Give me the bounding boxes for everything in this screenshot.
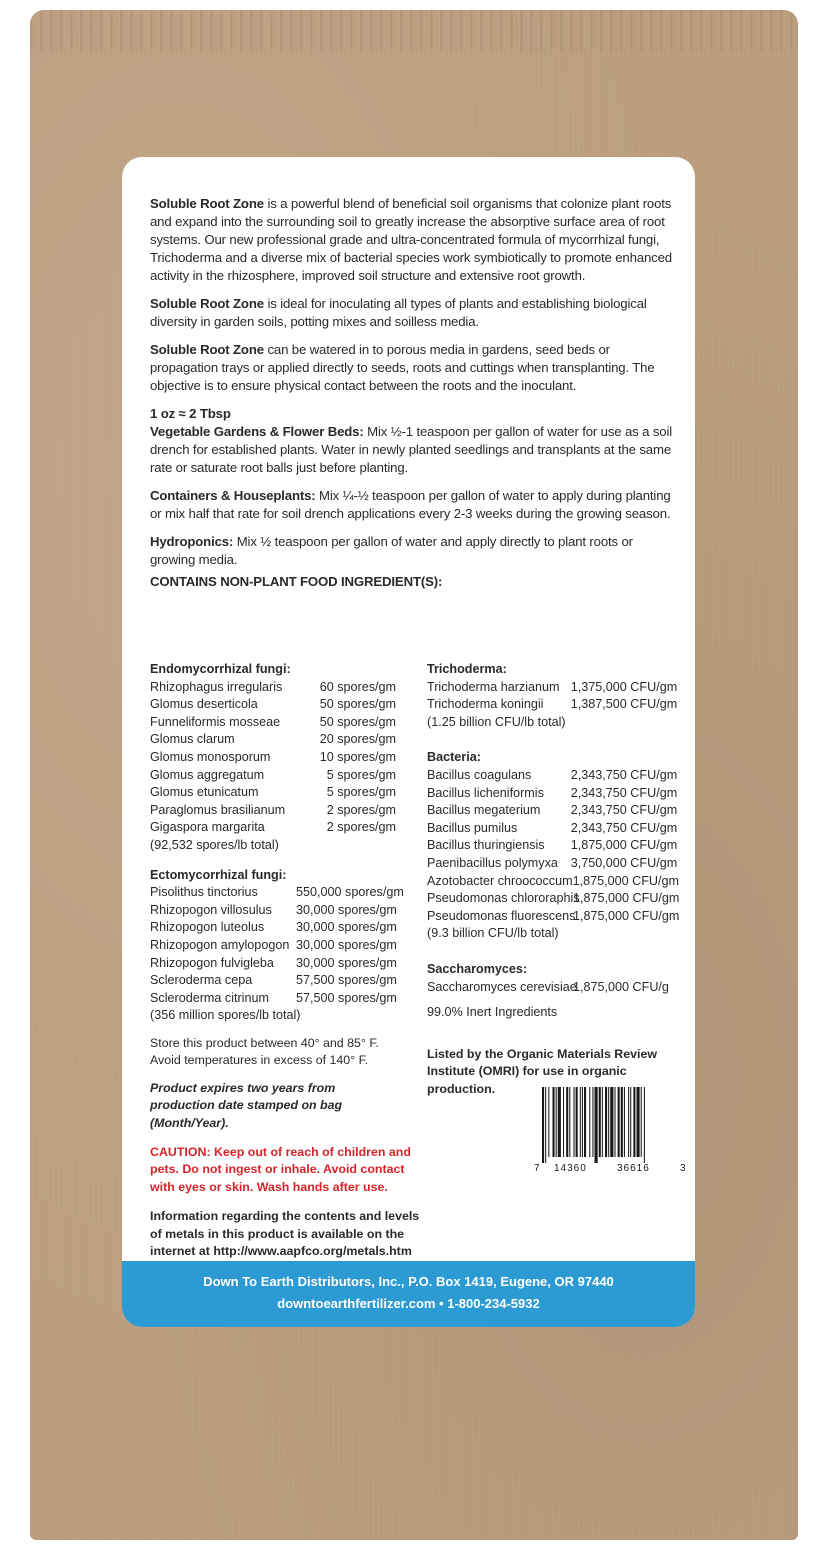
brand-name: Soluble Root Zone xyxy=(150,196,264,211)
barcode-bar xyxy=(574,1087,575,1157)
intro-paragraph-2: Soluble Root Zone is ideal for inoculating all types of plants and establishing biological diversity in garden soils, potting mixes and soilless media. xyxy=(150,296,647,329)
barcode-bar xyxy=(628,1087,629,1157)
barcode-bar xyxy=(558,1087,561,1157)
intro-paragraph-3: Soluble Root Zone can be watered in to porous media in gardens, seed beds or propagation trays or applied directly to seeds, roots and cuttings when transplanting. The objective is to ensure physical contact between the roots and the inoculant. xyxy=(150,342,655,393)
metals-info: Information regarding the contents and levels of metals in this product is available on the internet at http://www.aapfco.org/metals.htm xyxy=(150,1209,420,1258)
ingredient-row: Pseudomonas fluorescens 1,875,000 CFU/gm xyxy=(427,908,680,923)
barcode-bar xyxy=(545,1087,546,1163)
ingredient-row: Bacillus megaterium 2,343,750 CFU/gm xyxy=(427,803,678,818)
barcode-bar xyxy=(553,1087,555,1157)
barcode-bar xyxy=(602,1087,603,1157)
ingredient-row: Scleroderma cepa 57,500 spores/gm xyxy=(150,973,397,988)
label-text xyxy=(150,195,678,591)
barcode-bar xyxy=(621,1087,623,1157)
ingredient-row: Trichoderma harzianum 1,375,000 CFU/gm xyxy=(427,679,678,694)
barcode-bar xyxy=(576,1087,578,1157)
barcode-digits-3: 36616 xyxy=(617,1163,650,1174)
intro-paragraph-1: Soluble Root Zone is a powerful blend of beneficial soil organisms that colonize plant roots and expand into the surrounding soil to greatly increase the absorptive surface area of root systems. Our new professional grade and ultra-concentrated formula of mycorrhizal fungi, Trichoderma and a diverse mix of bacterial species work symbiotically to promote enhanced activity in the rhizosphere, improved soil structure and extensive root growth. xyxy=(150,196,672,283)
brand-name: Soluble Root Zone xyxy=(150,342,264,357)
barcode-bar xyxy=(630,1087,631,1157)
barcode-bar xyxy=(644,1087,645,1163)
ingredient-row: Funneliformis mosseae 50 spores/gm xyxy=(150,714,396,729)
caution-warning: CAUTION: Keep out of reach of children and pets. Do not ingest or inhale. Avoid contact with eyes or skin. Wash hands after use. xyxy=(150,1144,411,1194)
ingredients-right-column xyxy=(427,661,687,1098)
group-total: (356 million spores/lb total) xyxy=(150,1008,301,1023)
distributor-address: Down To Earth Distributors, Inc., P.O. Box 1419, Eugene, OR 97440 xyxy=(203,1274,614,1289)
barcode-bar xyxy=(605,1087,607,1157)
group-total: (1.25 billion CFU/lb total) xyxy=(427,714,566,729)
barcode-bar xyxy=(580,1087,581,1157)
ingredient-row: Bacillus pumilus 2,343,750 CFU/gm xyxy=(427,820,678,835)
ingredient-row: Rhizopogon fulvigleba 30,000 spores/gm xyxy=(150,955,397,970)
barcode-digits-2: 14360 xyxy=(554,1163,587,1174)
barcode-bar xyxy=(608,1087,609,1157)
barcode-bar xyxy=(589,1087,590,1157)
barcode-bar xyxy=(618,1087,620,1157)
group-total: (9.3 billion CFU/lb total) xyxy=(427,926,559,941)
ingredient-row: Rhizophagus irregularis 60 spores/gm xyxy=(150,679,396,694)
ingredient-row: Rhizopogon amylopogon 30,000 spores/gm xyxy=(150,937,397,952)
barcode-bar xyxy=(592,1087,593,1157)
ingredient-row: Paenibacillus polymyxa 3,750,000 CFU/gm xyxy=(427,855,678,870)
barcode-bar xyxy=(599,1087,601,1157)
hydroponics-directions: Hydroponics: Mix ½ teaspoon per gallon of water and apply directly to plant roots or growing media. xyxy=(150,534,633,567)
ingredient-row: Scleroderma citrinum 57,500 spores/gm xyxy=(150,990,397,1005)
inert-ingredients: 99.0% Inert Ingredients xyxy=(427,1005,558,1020)
ingredient-row: Azotobacter chroococcum 1,875,000 CFU/gm xyxy=(427,873,680,888)
barcode-bar xyxy=(582,1087,583,1157)
bag-seal-crimp xyxy=(30,10,798,50)
ingredient-row: Glomus etunicatum 5 spores/gm xyxy=(150,785,396,800)
distributor-footer xyxy=(122,1261,695,1327)
product-label xyxy=(122,157,695,1327)
barcode-bar xyxy=(637,1087,640,1157)
barcode-bar xyxy=(624,1087,625,1157)
expiry-note: Product expires two years from production date stamped on bag (Month/Year). xyxy=(150,1080,343,1130)
ingredient-row: Pseudomonas chlororaphis 1,875,000 CFU/gm xyxy=(427,891,680,906)
ectomycorrhizal-group: Ectomycorrhizal fungi: Pisolithus tinctorius 550,000 spores/gm Rhizopogon villosulus 30,000 spores/gm Rhizopogon luteolus 30,000 spores/gm Rhizopogon amylopogon 30,000 spores/gm Rhizopogon fulvigleba 30,000 spores/gm Scleroderma cepa 57,500 spores/gm Scleroderma citrinum 57,500 spores/gm (356 million spores/lb total) xyxy=(150,867,410,1025)
barcode-bar xyxy=(595,1087,598,1163)
omri-listing: Listed by the Organic Materials Review Institute (OMRI) for use in organic production. xyxy=(427,1046,657,1096)
endomycorrhizal-group: Endomycorrhizal fungi: Rhizophagus irregularis 60 spores/gm Glomus deserticola 50 spores/gm Funneliformis mosseae 50 spores/gm Glomus clarum 20 spores/gm Glomus monosporum 10 spores/gm Glomus aggregatum 5 spores/gm Glomus etunicatum 5 spores/gm Paraglomus brasilianum 2 spores/gm Gigaspora margarita 2 spores/gm (92,532 spores/lb total) xyxy=(150,661,410,855)
barcode-digit-1: 7 xyxy=(534,1163,540,1174)
brand-name: Soluble Root Zone xyxy=(150,296,264,311)
containers-directions: Containers & Houseplants: Mix ¼-½ teaspoon per gallon of water to apply during planting or mix half that rate for soil drench applications every 2-3 weeks during the growing season. xyxy=(150,488,671,521)
ingredient-row: Bacillus thuringiensis 1,875,000 CFU/gm xyxy=(427,838,678,853)
ingredient-row: Glomus monosporum 10 spores/gm xyxy=(150,749,396,764)
storage-note: Store this product between 40° and 85° F. Avoid temperatures in excess of 140° F. xyxy=(150,1035,379,1068)
ingredient-row: Glomus aggregatum 5 spores/gm xyxy=(150,767,396,782)
ingredient-row: Trichoderma koningii 1,387,500 CFU/gm xyxy=(427,697,678,712)
ingredient-row: Rhizopogon luteolus 30,000 spores/gm xyxy=(150,920,397,935)
bacteria-group: Bacteria: Bacillus coagulans 2,343,750 CFU/gm Bacillus licheniformis 2,343,750 CFU/gm Bacillus megaterium 2,343,750 CFU/gm Bacillus pumilus 2,343,750 CFU/gm Bacillus thuringiensis 1,875,000 CFU/gm Paenibacillus polymyxa 3,750,000 CFU/gm Azotobacter chroococcum 1,875,000 CFU/gm Pseudomonas chlororaphis 1,875,000 CFU/gm Pseudomonas fluorescens 1,875,000 CFU/gm (9.3 billion CFU/lb total) xyxy=(427,749,687,943)
barcode-bar xyxy=(548,1087,549,1157)
barcode-digit-4: 3 xyxy=(680,1163,686,1174)
vegetable-gardens-directions: Vegetable Gardens & Flower Beds: Mix ½-1 teaspoon per gallon of water for use as a soil drench for established plants. Water in newly planted seedlings and transplants at the same rate or saturate root balls just before planting. xyxy=(150,424,673,475)
barcode-bar xyxy=(641,1087,642,1157)
barcode-bar xyxy=(569,1087,570,1157)
trichoderma-group: Trichoderma: Trichoderma harzianum 1,375,000 CFU/gm Trichoderma koningii 1,387,500 CFU/gm (1.25 billion CFU/lb total) xyxy=(427,661,687,731)
ingredient-row: Gigaspora margarita 2 spores/gm xyxy=(150,820,396,835)
ingredient-row: Glomus clarum 20 spores/gm xyxy=(150,732,396,747)
barcode-bar xyxy=(566,1087,568,1157)
ingredient-row: Glomus deserticola 50 spores/gm xyxy=(150,697,396,712)
upc-barcode xyxy=(532,1085,688,1175)
barcode-bar xyxy=(614,1087,615,1157)
barcode-bar xyxy=(556,1087,557,1157)
ingredient-row: Saccharomyces cerevisiae 1,875,000 CFU/g xyxy=(427,979,669,994)
contains-heading: CONTAINS NON-PLANT FOOD INGREDIENT(S): xyxy=(150,574,443,589)
ingredient-row: Rhizopogon villosulus 30,000 spores/gm xyxy=(150,902,397,917)
ingredient-row: Bacillus licheniformis 2,343,750 CFU/gm xyxy=(427,785,678,800)
barcode-bar xyxy=(542,1087,544,1163)
barcode-bar xyxy=(633,1087,635,1157)
barcode-bar xyxy=(610,1087,613,1157)
distributor-contact: downtoearthfertilizer.com • 1-800-234-5932 xyxy=(277,1296,540,1311)
ingredient-row: Bacillus coagulans 2,343,750 CFU/gm xyxy=(427,767,678,782)
ingredient-row: Paraglomus brasilianum 2 spores/gm xyxy=(150,802,396,817)
barcode-bar xyxy=(563,1087,564,1157)
saccharomyces-group: Saccharomyces: Saccharomyces cerevisiae 1,875,000 CFU/g xyxy=(427,961,687,996)
ingredient-row: Pisolithus tinctorius 550,000 spores/gm xyxy=(150,885,404,900)
barcode-bar xyxy=(584,1087,586,1157)
group-total: (92,532 spores/lb total) xyxy=(150,837,279,852)
ingredients-left-column xyxy=(150,661,420,1260)
measure-note: 1 oz ≈ 2 Tbsp xyxy=(150,406,231,421)
